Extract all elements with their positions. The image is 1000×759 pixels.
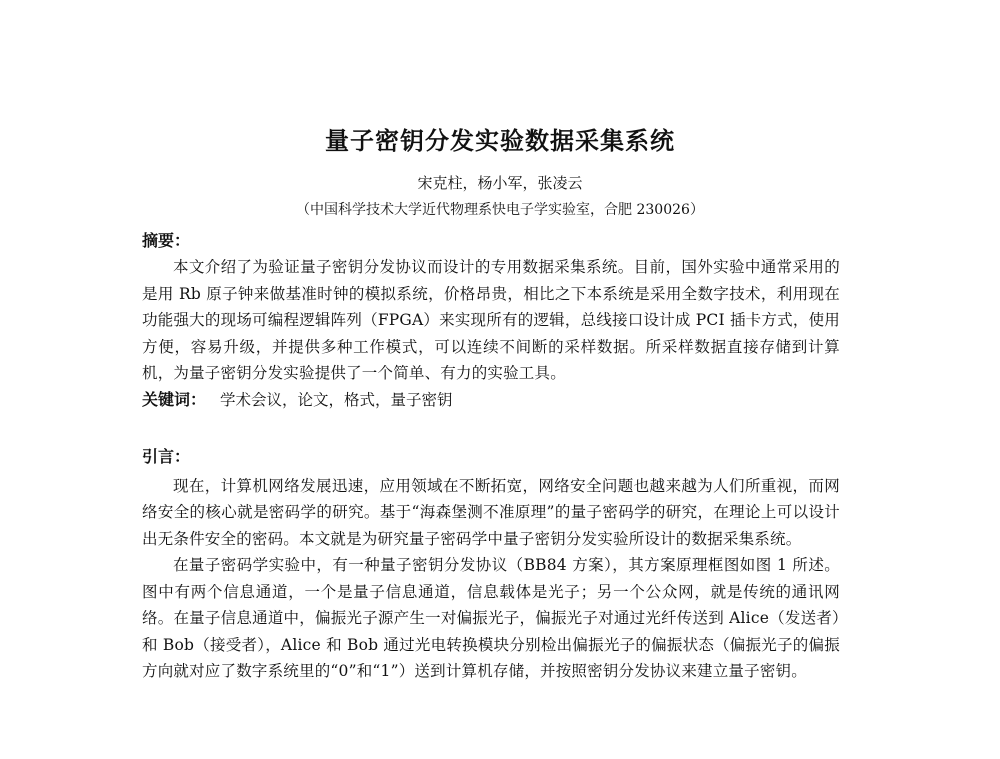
abstract-heading: 摘要： (142, 231, 191, 250)
intro-heading: 引言： (142, 446, 191, 466)
paper-body (142, 228, 840, 685)
paper-title: 量子密钥分发实验数据采集系统 (325, 127, 675, 155)
intro-paragraph: 在量子密码学实验中，有一种量子密钥分发协议（BB84 方案），其方案原理框图如图 1 所述。图中有两个信息通道，一个是量子信息通道，信息载体是光子；另一个公众网，就是传统的通讯网络。在量子信息通道中，偏振光子源产生一对偏振光子，偏振光子对通过光纤传送到 Alice（发送者）和 Bob（接受者），Alice 和 Bob 通过光电转换模块分别检出偏振光子的偏振状态（偏振光子的偏振方向就对应了数字系统里的“0”和“1”）送到计算机存储，并按照密钥分发协议来建立量子密钥。 (142, 556, 840, 680)
keywords-text: 学术会议，论文，格式，量子密钥 (220, 390, 453, 409)
author-affiliation: （中国科学技术大学近代物理系快电子学实验室，合肥 230026） (296, 202, 704, 218)
keywords-line (142, 387, 840, 413)
author-list: 宋克柱，杨小军，张凌云 (417, 174, 583, 192)
abstract-text: 本文介绍了为验证量子密钥分发协议而设计的专用数据采集系统。目前，国外实验中通常采用的是用 Rb 原子钟来做基准时钟的模拟系统，价格昂贵，相比之下本系统是采用全数字技术，利用现在功能强大的现场可编程逻辑阵列（FPGA）来实现所有的逻辑，总线接口设计成 PCI 插卡方式，使用方便，容易升级，并提供多种工作模式，可以连续不间断的采样数据。所采样数据直接存储到计算机，为量子密钥分发实验提供了一个简单、有力的实验工具。 (142, 258, 840, 382)
section-spacer (142, 413, 840, 439)
intro-paragraph: 现在，计算机网络发展迅速，应用领域在不断拓宽，网络安全问题也越来越为人们所重视，而网络安全的核心就是密码学的研究。基于“海森堡测不准原理”的量子密码学的研究，在理论上可以设计出无条件安全的密码。本文就是为研究量子密码学中量子密钥分发实验所设计的数据采集系统。 (142, 476, 840, 548)
keywords-heading: 关键词： (142, 389, 207, 409)
